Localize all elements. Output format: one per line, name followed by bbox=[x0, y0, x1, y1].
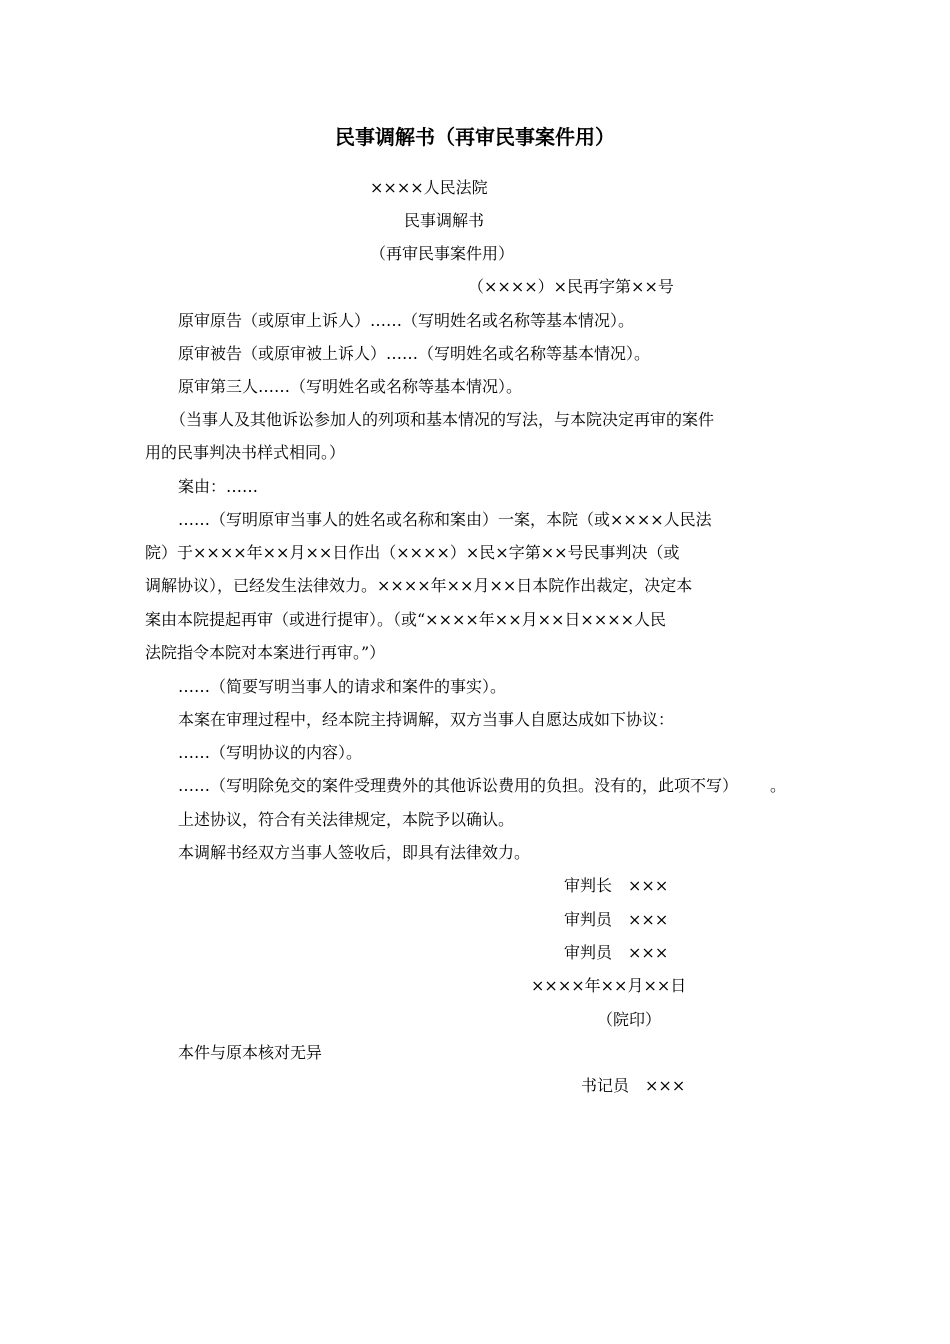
paragraph-line: 院）于××××年××月××日作出（××××）×民×字第××号民事判决（或 bbox=[145, 543, 680, 562]
case-number: （××××）×民再字第××号 bbox=[468, 277, 674, 296]
paragraph-line: 本案在审理过程中，经本院主持调解，双方当事人自愿达成如下协议： bbox=[178, 710, 675, 729]
note-line: 用的民事判决书样式相同。） bbox=[145, 443, 346, 462]
signature-clerk: 书记员 ××× bbox=[581, 1076, 686, 1095]
paragraph-line: 案由本院提起再审（或进行提审）。（或“××××年××月××日××××人民 bbox=[145, 610, 667, 629]
party-plaintiff: 原审原告（或原审上诉人）……（写明姓名或名称等基本情况）。 bbox=[178, 311, 635, 330]
document-subtype: （再审民事案件用） bbox=[370, 244, 515, 263]
document-date: ××××年××月××日 bbox=[531, 976, 687, 995]
verification-note: 本件与原本核对无异 bbox=[178, 1043, 323, 1062]
signature-judge: 审判员 ××× bbox=[564, 910, 669, 929]
court-seal: （院印） bbox=[597, 1010, 662, 1029]
signature-judge: 审判员 ××× bbox=[564, 943, 669, 962]
paragraph-line: ……（写明协议的内容）。 bbox=[178, 743, 363, 762]
paragraph-line: ……（写明原审当事人的姓名或名称和案由）一案，本院（或××××人民法 bbox=[178, 510, 712, 529]
paragraph-line: 。 bbox=[770, 776, 787, 795]
court-name: ××××人民法院 bbox=[370, 178, 488, 197]
paragraph-line: ……（写明除免交的案件受理费外的其他诉讼费用的负担。没有的，此项不写） bbox=[178, 776, 739, 795]
paragraph-line: 本调解书经双方当事人签收后，即具有法律效力。 bbox=[178, 843, 531, 862]
document-type: 民事调解书 bbox=[404, 211, 485, 230]
paragraph-line: 法院指令本院对本案进行再审。”） bbox=[145, 643, 386, 662]
document-title: 民事调解书（再审民事案件用） bbox=[335, 125, 615, 149]
party-defendant: 原审被告（或原审被上诉人）……（写明姓名或名称等基本情况）。 bbox=[178, 344, 651, 363]
case-cause: 案由：…… bbox=[178, 477, 259, 496]
paragraph-line: 调解协议），已经发生法律效力。××××年××月××日本院作出裁定，决定本 bbox=[145, 576, 693, 595]
paragraph-line: ……（简要写明当事人的请求和案件的事实）。 bbox=[178, 677, 507, 696]
signature-chief-judge: 审判长 ××× bbox=[564, 876, 669, 895]
paragraph-line: 上述协议，符合有关法律规定，本院予以确认。 bbox=[178, 810, 515, 829]
note-line: （当事人及其他诉讼参加人的列项和基本情况的写法，与本院决定再审的案件 bbox=[170, 410, 715, 429]
party-third: 原审第三人……（写明姓名或名称等基本情况）。 bbox=[178, 377, 523, 396]
